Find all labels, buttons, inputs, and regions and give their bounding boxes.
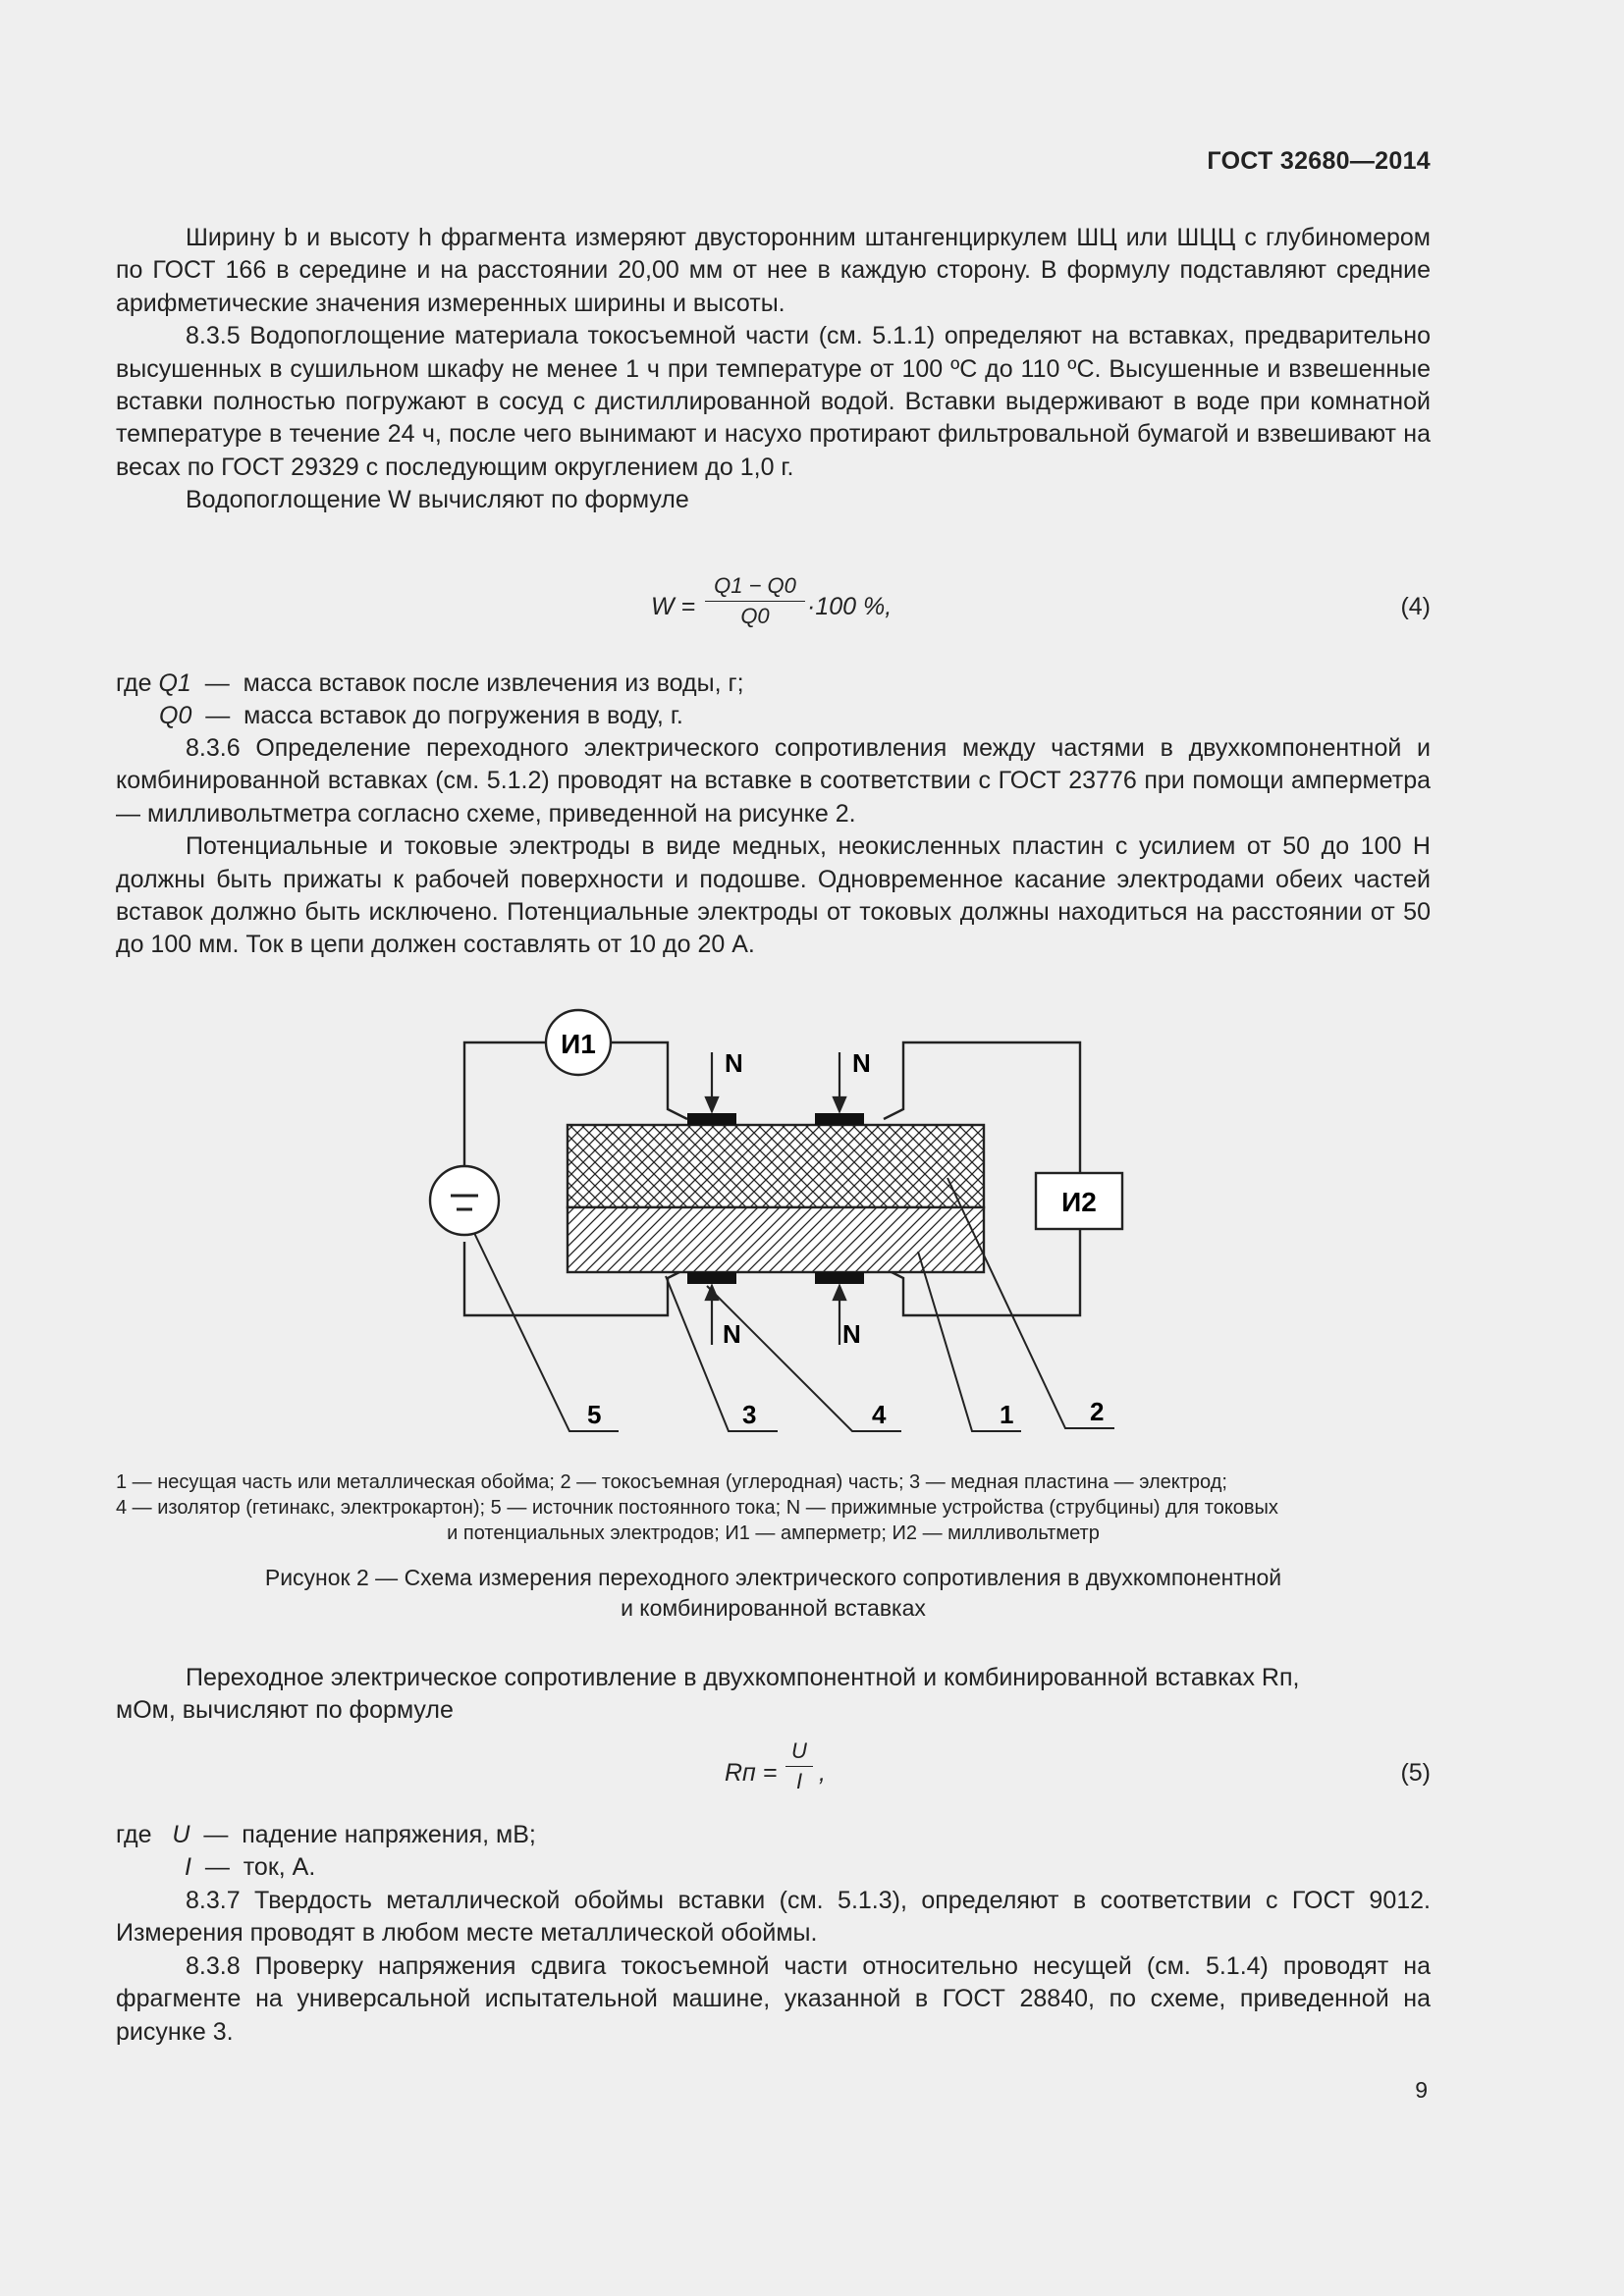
force-label: N <box>723 1319 741 1349</box>
where-dash: — <box>204 1853 230 1882</box>
where-lead: где <box>116 669 152 697</box>
legend-line: и потенциальных электродов; И1 — амперметр; И2 — милливольтметр <box>447 1522 1100 1544</box>
where-symbol: Q0 <box>159 702 192 730</box>
text-block-4 <box>116 1885 1431 2049</box>
paragraph-8-3-5: 8.3.5 Водопоглощение материала токосъемной части (см. 5.1.1) определяют на вставках, предварительно высушенных в сушильном шкафу не менее 1 ч при температуре от 100 ºС до 110 ºС. Высушенные и взвешенные вставки полностью погружают в сосуд с дистиллированной водой. Вставки выдерживают в воде при комнатной температуре в течение 24 ч, после чего вынимают и насухо протирают фильтровальной бумагой и взвешивают на весах по ГОСТ 29329 с последующим округлением до 1,0 г. <box>116 322 1431 481</box>
figure-2-diagram <box>412 991 1159 1453</box>
wire-top-left <box>464 1042 546 1180</box>
paragraph-electrodes: Потенциальные и токовые электроды в виде медных, неокисленных пластин с усилием от 50 до 100 Н должны быть прижаты к рабочей поверхности и подошве. Одновременное касание электродами обеих частей вставок должно быть исключено. Потенциальные электроды от токовых должны находиться на расстоянии от 50 до 100 мм. Ток в цепи должен составлять от 10 до 20 А. <box>116 832 1431 959</box>
where-dash: — <box>203 1821 229 1848</box>
fraction-bar <box>705 601 805 602</box>
callout-4: 4 <box>872 1400 887 1429</box>
paragraph-8-3-7: 8.3.7 Твердость металлической обоймы вставки (см. 5.1.3), определяют в соответствии с ГОСТ 9012. Измерения проводят в любом месте металлической обоймы. <box>116 1887 1431 1948</box>
force-label: N <box>852 1048 871 1078</box>
paragraph-resistance-intro-cont: мОм, вычисляют по формуле <box>116 1696 454 1725</box>
where-symbol: Q1 <box>158 669 191 697</box>
formula-4-denominator: Q0 <box>740 604 770 628</box>
paragraph-resistance-intro: Переходное электрическое сопротивление в двухкомпонентной и комбинированной вставках Rп, <box>186 1664 1300 1691</box>
where-text: масса вставок после извлечения из воды, г; <box>243 669 744 697</box>
electrode-top-right <box>815 1113 864 1125</box>
where-lead: где <box>116 1821 152 1848</box>
paragraph-measure-width: Ширину b и высоту h фрагмента измеряют двусторонним штангенциркулем ШЦ или ШЦЦ с глубиномером по ГОСТ 166 в середине и на расстоянии 20,00 мм от нее в каждую сторону. В формулу подставляют средние арифметические значения измеренных ширины и высоты. <box>116 224 1431 317</box>
callout-2: 2 <box>1090 1397 1105 1426</box>
formula-5-fraction <box>785 1738 813 1794</box>
callout-1: 1 <box>1000 1400 1014 1429</box>
ammeter-meter <box>546 1010 611 1075</box>
text-block-3 <box>116 1662 1431 1728</box>
millivoltmeter-meter <box>1036 1173 1122 1229</box>
callout-3: 3 <box>742 1400 757 1429</box>
legend-line: 1 — несущая часть или металлическая обойма; 2 — токосъемная (углеродная) часть; 3 — медная пластина — электрод; <box>116 1471 1227 1493</box>
where-text: падение напряжения, мВ; <box>242 1821 536 1848</box>
formula-5-numerator: U <box>791 1738 807 1763</box>
text-block-2 <box>116 732 1431 962</box>
force-label: N <box>725 1048 743 1078</box>
formula-5-lhs: Rп = <box>725 1759 778 1787</box>
paragraph-8-3-6: 8.3.6 Определение переходного электрического сопротивления между частями в двухкомпонентной и комбинированной вставках (см. 5.1.2) проводят на вставке в соответствии с ГОСТ 23776 при помощи амперметра — милливольтметра согласно схеме, приведенной на рисунке 2. <box>116 734 1431 828</box>
fraction-bar <box>785 1766 813 1767</box>
where-item <box>116 667 744 700</box>
text-block-1 <box>116 222 1431 517</box>
wire-ammeter-to-top-electrode <box>611 1042 687 1119</box>
figure-2-legend <box>116 1469 1431 1546</box>
ammeter-label: И1 <box>561 1029 596 1059</box>
where-symbol: I <box>185 1853 191 1882</box>
where-symbol: U <box>172 1821 190 1848</box>
dc-source <box>430 1166 499 1235</box>
legend-line: 4 — изолятор (гетинакс, электрокартон); 5 — источник постоянного тока; N — прижимные устройства (струбцины) для токовых <box>116 1497 1278 1519</box>
where-text: ток, А. <box>243 1853 316 1882</box>
callout-5: 5 <box>587 1400 602 1429</box>
where-item <box>116 700 744 732</box>
where-list-4 <box>116 667 744 733</box>
formula-4-fraction <box>705 573 805 629</box>
where-dash: — <box>205 702 231 730</box>
document-code-header: ГОСТ 32680—2014 <box>1207 147 1431 175</box>
formula-4-tail: ·100 %, <box>807 593 893 620</box>
millivoltmeter-label: И2 <box>1061 1187 1097 1217</box>
figure-title-line: Рисунок 2 — Схема измерения переходного электрического сопротивления в двухкомпонентной <box>264 1565 1282 1590</box>
where-list-5 <box>116 1819 536 1885</box>
equation-number-4: (4) <box>1400 593 1431 620</box>
formula-5-tail: , <box>819 1759 826 1787</box>
electrode-top-left <box>687 1113 736 1125</box>
formula-5-denominator: I <box>795 1769 803 1793</box>
figure-title-line: и комбинированной вставках <box>621 1595 926 1621</box>
electrode-bottom-right <box>815 1272 864 1284</box>
paragraph-water-absorption-intro: Водопоглощение W вычисляют по формуле <box>186 486 689 514</box>
page-number: 9 <box>1415 2077 1428 2103</box>
equation-number-5: (5) <box>1400 1759 1431 1787</box>
figure-2-title <box>116 1563 1431 1624</box>
where-dash: — <box>204 669 230 697</box>
force-label: N <box>842 1319 861 1349</box>
where-item <box>116 1819 536 1851</box>
paragraph-8-3-8: 8.3.8 Проверку напряжения сдвига токосъемной части относительно несущей (см. 5.1.4) проводят на фрагменте на универсальной испытательной машине, указанной в ГОСТ 28840, по схеме, приведенной на рисунке 3. <box>116 1951 1431 2046</box>
formula-4-lhs: W = <box>651 593 696 620</box>
where-text: масса вставок до погружения в воду, г. <box>244 702 683 730</box>
current-collector-layer <box>568 1125 984 1207</box>
formula-4-numerator: Q1 − Q0 <box>714 573 796 598</box>
where-item <box>116 1851 536 1884</box>
electrode-bottom-left <box>687 1272 736 1284</box>
